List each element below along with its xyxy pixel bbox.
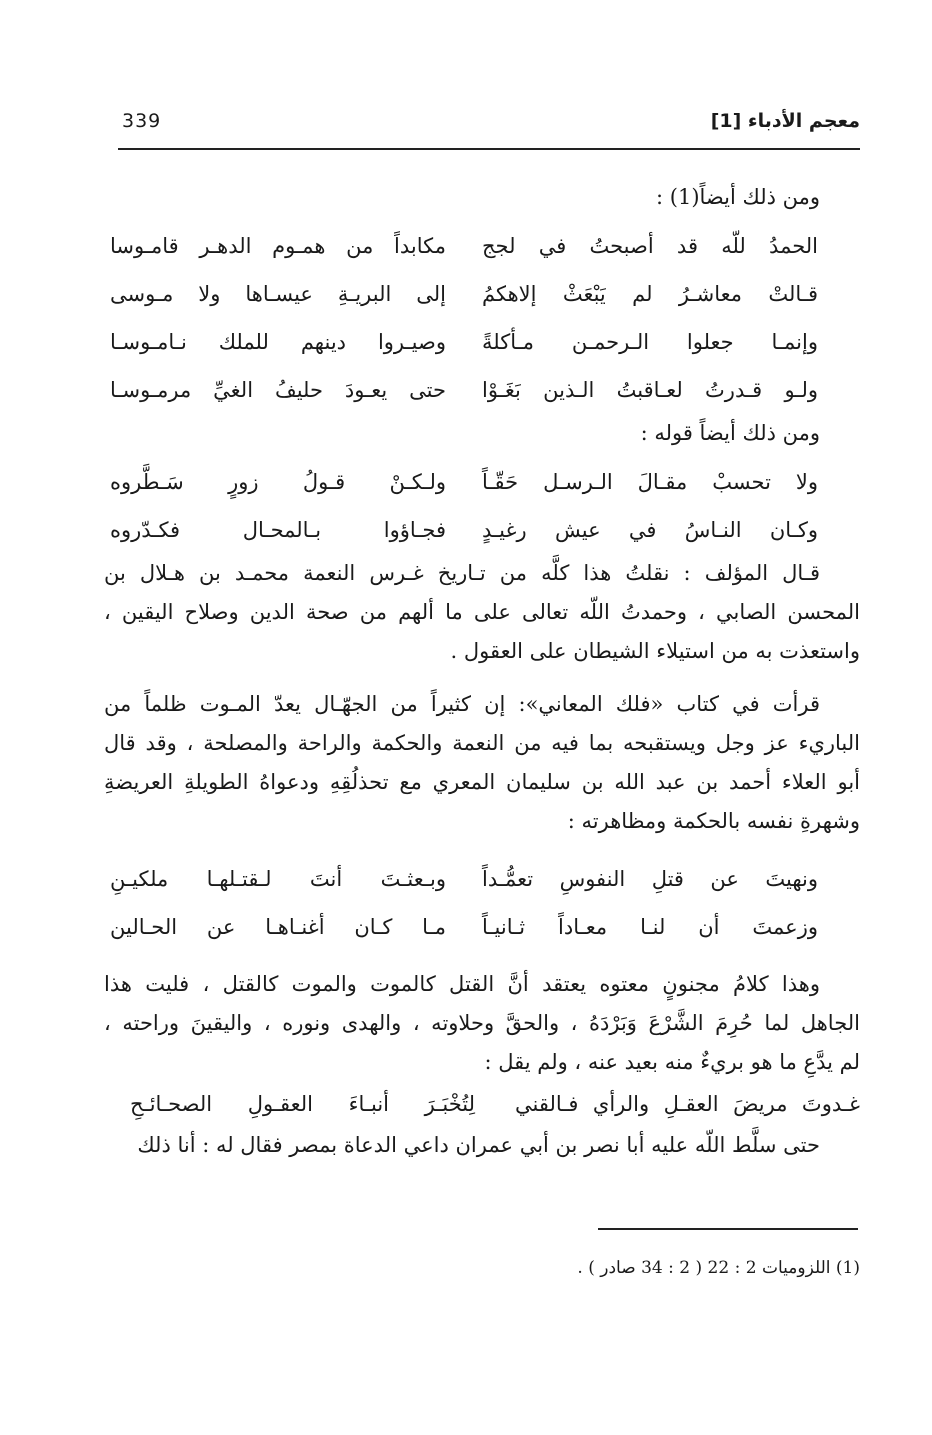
verse <box>104 506 860 554</box>
hemistich-second: وصيـروا دينهم للملك نـامـوسـا <box>110 329 446 354</box>
paragraph-line: لم يدَّعِ ما هو بريءٌ منه بعيد عنه ، ولم يقل : <box>484 1050 860 1074</box>
paragraph-line: واستعذت به من استيلاء الشيطان على العقول . <box>450 639 860 663</box>
hemistich-first: قـالتْ معاشـرُ لم يَبْعَثْ إلاهكمُ <box>482 281 818 306</box>
page-body <box>104 178 860 1165</box>
hemistich-first: وكـان النـاسُ في عيش رغيـدٍ <box>482 517 818 542</box>
intro-line: ومن ذلك أيضاً(1) : <box>656 185 820 209</box>
verse <box>104 366 860 414</box>
verse <box>104 903 860 951</box>
paragraph-line: حتى سلَّط اللّه عليه أبا نصر بن أبي عمران داعي الدعاة بمصر فقال له : أنا ذلك <box>137 1133 820 1157</box>
running-title: معجم الأدباء [1] <box>710 110 860 132</box>
paragraph-line: الجاهل لما حُرِمَ الشَّرْعَ وَبَرْدَهُ ، والحقَّ وحلاوته ، والهدى ونوره ، واليقينَ وراحته ، <box>104 1011 860 1035</box>
page-header <box>118 108 860 150</box>
paragraph-line: وشهرةِ نفسه بالحكمة ومظاهرته : <box>567 809 860 833</box>
footnote-divider <box>598 1228 858 1230</box>
hemistich-first: وإنمـا جعلوا الـرحمـن مـأكلةً <box>482 329 818 354</box>
hemistich-second: مكابداً من همـوم الدهـر قامـوسا <box>110 233 446 258</box>
verse <box>104 458 860 506</box>
verse <box>104 1082 860 1126</box>
footnote: (1) اللزوميات 2 : 22 ( 2 : 34 صادر ) . <box>577 1258 860 1278</box>
verse <box>104 270 860 318</box>
paragraph-line: قـال المؤلف : نقلتُ هذا كلَّه من تـاريخ غـرس النعمة محمـد بن هـلال بن <box>104 561 820 585</box>
hemistich-second: ولـكـنْ قـولُ زورٍ سَـطَّروه <box>110 469 446 494</box>
hemistich-first: غـدوتَ مريضَ العقـلِ والرأي فـالقني <box>515 1091 860 1116</box>
hemistich-first: الحمدُ للّه قد أصبحتُ في لجج <box>482 233 818 258</box>
hemistich-first: وزعمتَ أن لنـا معـاداً ثـانيـاً <box>482 914 818 939</box>
hemistich-first: ولا تحسبْ مقـالَ الـرسـل حَقّـاً <box>482 469 818 494</box>
hemistich-second: مـا كـان أغنـاهـا عن الحـالين <box>110 914 446 939</box>
hemistich-second: لِتُخْبَـرَ أنبـاءَ العقـولِ الصحـائـحِ <box>130 1091 475 1116</box>
paragraph-line: قرأت في كتاب «فلك المعاني»: إن كثيراً من الجهّـال يعدّ المـوت ظلماً من <box>104 692 820 716</box>
verse <box>104 855 860 903</box>
verse <box>104 222 860 270</box>
verse <box>104 318 860 366</box>
paragraph-line: المحسن الصابي ، وحمدتُ اللّه تعالى على ما ألهم من صحة الدين وصلاح اليقين ، <box>104 600 860 624</box>
hemistich-second: حتى يعـودَ حليفُ الغيِّ مرمـوسـا <box>110 377 446 402</box>
page-number: 339 <box>122 110 162 132</box>
hemistich-second: إلى البريـةِ عيسـاها ولا مـوسى <box>110 281 446 306</box>
intro-line: ومن ذلك أيضاً قوله : <box>640 421 820 445</box>
hemistich-second: وبـعثـتَ أنتَ لـقتـلهـا ملكيـنِ <box>110 866 446 891</box>
paragraph-line: وهذا كلامُ مجنونٍ معتوه يعتقد أنَّ القتل كالموت والموت كالقتل ، فليت هذا <box>104 972 820 996</box>
hemistich-first: ولـو قـدرتُ لعـاقبتُ الـذين بَغَـوْا <box>482 377 818 402</box>
hemistich-second: فجـاؤوا بـالمحـال فكـدّروه <box>110 517 446 542</box>
paragraph-line: أبو العلاء أحمد بن عبد الله بن سليمان المعري مع تحذلُقِهِ ودعواهُ الطويلةِ العريضةِ <box>104 770 860 794</box>
paragraph-line: الباريء عز وجل ويستقبحه بما فيه من النعمة والحكمة والراحة والمصلحة ، وقد قال <box>104 731 861 755</box>
hemistich-first: ونهيتَ عن قتلِ النفوسِ تعمُّـداً <box>482 866 818 891</box>
